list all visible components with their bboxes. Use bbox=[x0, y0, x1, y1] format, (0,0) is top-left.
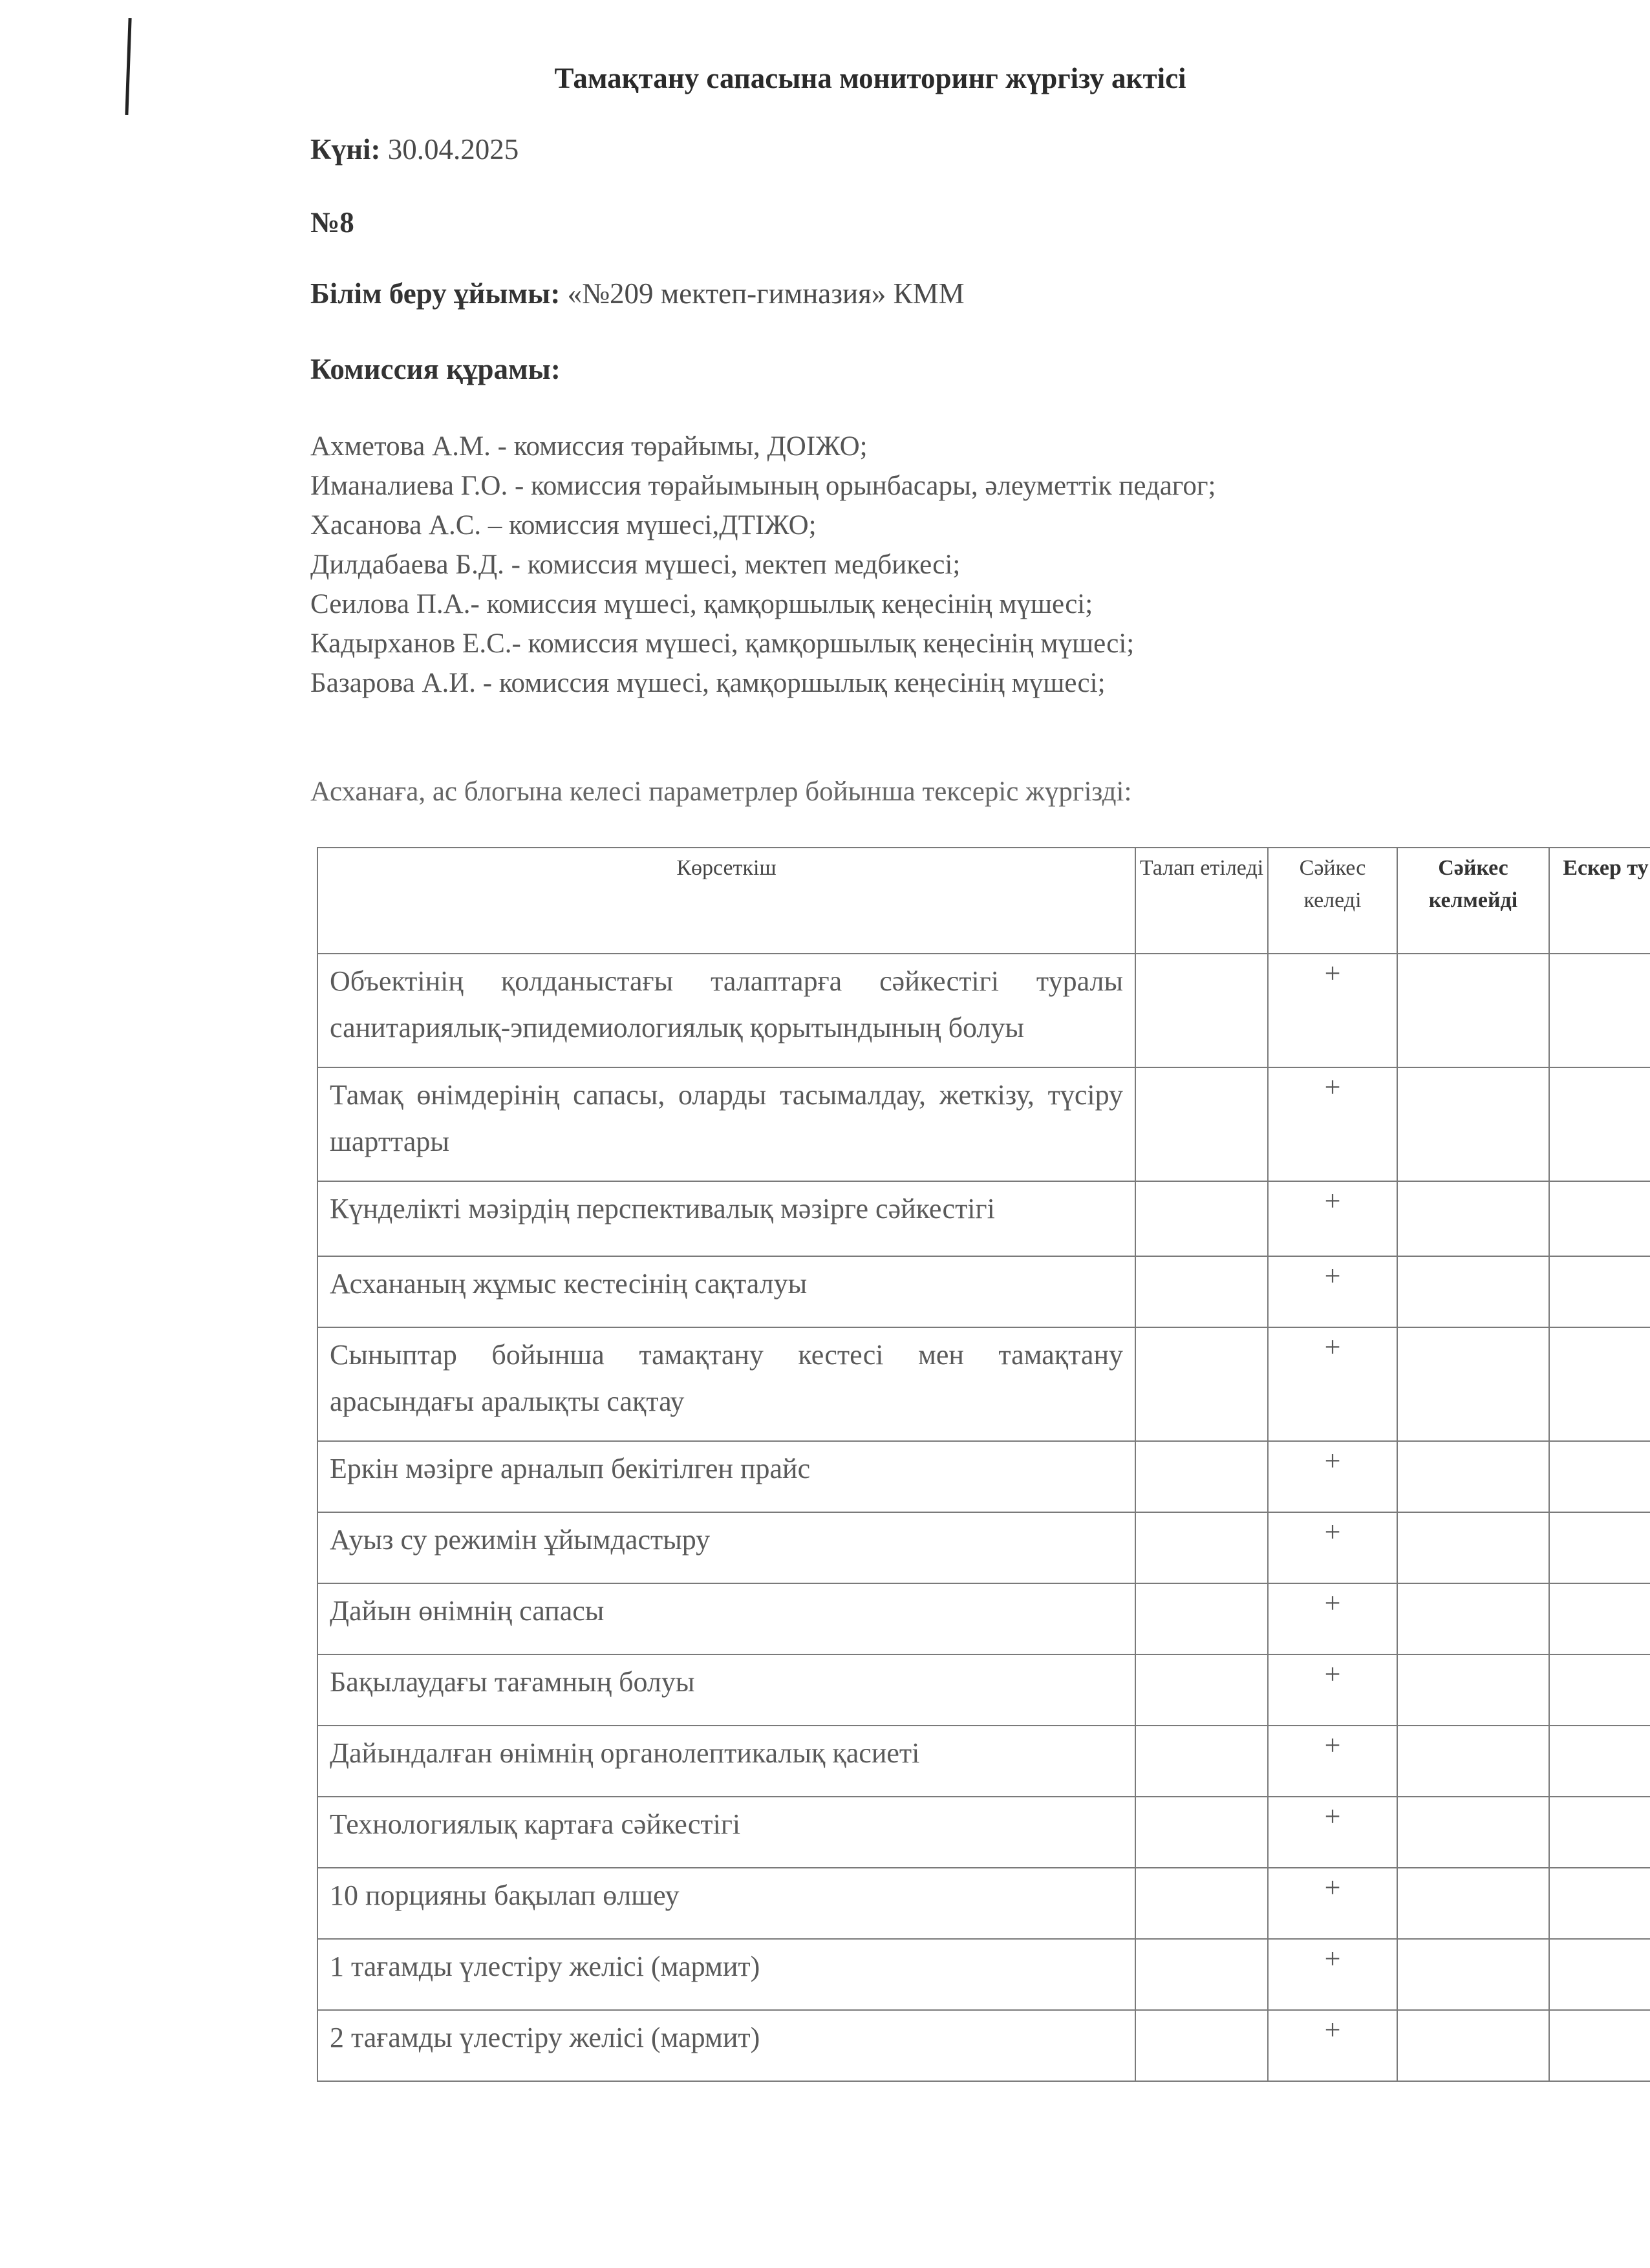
note-cell bbox=[1549, 1939, 1650, 2010]
compliant-cell: + bbox=[1268, 1067, 1397, 1181]
required-cell bbox=[1135, 954, 1268, 1067]
indicator-cell: Еркін мәзірге арналып бекітілген прайс bbox=[317, 1441, 1135, 1512]
note-cell bbox=[1549, 2010, 1650, 2081]
note-cell bbox=[1549, 1512, 1650, 1583]
note-cell bbox=[1549, 1067, 1650, 1181]
indicator-cell: 2 тағамды үлестіру желісі (мармит) bbox=[317, 2010, 1135, 2081]
required-cell bbox=[1135, 1327, 1268, 1441]
required-cell bbox=[1135, 1868, 1268, 1939]
member-line: Дилдабаева Б.Д. - комиссия мүшесі, мектеп медбикесі; bbox=[310, 550, 961, 580]
noncompliant-cell bbox=[1397, 1181, 1549, 1256]
table-row bbox=[317, 1583, 1650, 1654]
compliant-cell: + bbox=[1268, 1726, 1397, 1797]
header-required: Талап етіледі bbox=[1135, 848, 1268, 954]
intro-text: Асханаға, ас блогына келесі параметрлер бойынша тексеріс жүргізді: bbox=[310, 776, 1132, 807]
header-indicator: Көрсеткіш bbox=[317, 848, 1135, 954]
table-row bbox=[317, 1067, 1650, 1181]
note-cell bbox=[1549, 1868, 1650, 1939]
indicator-cell: Дайын өнімнің сапасы bbox=[317, 1583, 1135, 1654]
compliant-cell: + bbox=[1268, 1797, 1397, 1868]
noncompliant-cell bbox=[1397, 1726, 1549, 1797]
indicator-cell: 1 тағамды үлестіру желісі (мармит) bbox=[317, 1939, 1135, 2010]
noncompliant-cell bbox=[1397, 1939, 1549, 2010]
indicator-cell: Ауыз су режимін ұйымдастыру bbox=[317, 1512, 1135, 1583]
compliant-cell: + bbox=[1268, 1939, 1397, 2010]
members-list bbox=[310, 427, 1216, 703]
noncompliant-cell bbox=[1397, 1256, 1549, 1327]
table-row bbox=[317, 1441, 1650, 1512]
member-line: Кадырханов Е.С.- комиссия мүшесі, қамқоршылық кеңесінің мүшесі; bbox=[310, 628, 1135, 659]
note-cell bbox=[1549, 1654, 1650, 1726]
org-label: Білім беру ұйымы: bbox=[310, 277, 561, 310]
indicator-cell: Асхананың жұмыс кестесінің сақталуы bbox=[317, 1256, 1135, 1327]
required-cell bbox=[1135, 1939, 1268, 2010]
table-row bbox=[317, 1512, 1650, 1583]
member-line: Хасанова А.С. – комиссия мүшесі,ДТІЖО; bbox=[310, 510, 817, 540]
table-row bbox=[317, 2010, 1650, 2081]
commission-heading: Комиссия құрамы: bbox=[310, 353, 561, 385]
member-line: Иманалиева Г.О. - комиссия төрайымының орынбасары, әлеуметтік педагог; bbox=[310, 471, 1216, 501]
table-row bbox=[317, 1797, 1650, 1868]
table-row bbox=[317, 1939, 1650, 2010]
compliant-cell: + bbox=[1268, 1583, 1397, 1654]
org-line bbox=[310, 277, 965, 310]
compliant-cell: + bbox=[1268, 2010, 1397, 2081]
note-cell bbox=[1549, 1726, 1650, 1797]
indicator-cell: Объектінің қолданыстағы талаптарға сәйкестігі туралы санитариялық-эпидемиологиялық қорытындының болуы bbox=[317, 954, 1135, 1067]
table-row bbox=[317, 1654, 1650, 1726]
table-row bbox=[317, 1327, 1650, 1441]
table-header-row bbox=[317, 848, 1650, 954]
header-note: Ескер ту bbox=[1549, 848, 1650, 954]
required-cell bbox=[1135, 1583, 1268, 1654]
date-value: 30.04.2025 bbox=[387, 133, 519, 166]
note-cell bbox=[1549, 954, 1650, 1067]
compliant-cell: + bbox=[1268, 1441, 1397, 1512]
required-cell bbox=[1135, 1067, 1268, 1181]
indicator-cell: Бақылаудағы тағамның болуы bbox=[317, 1654, 1135, 1726]
note-cell bbox=[1549, 1441, 1650, 1512]
required-cell bbox=[1135, 1256, 1268, 1327]
compliant-cell: + bbox=[1268, 1327, 1397, 1441]
note-cell bbox=[1549, 1797, 1650, 1868]
act-number: №8 bbox=[310, 206, 354, 239]
monitoring-table bbox=[317, 847, 1650, 2082]
table-row bbox=[317, 1726, 1650, 1797]
noncompliant-cell bbox=[1397, 1583, 1549, 1654]
indicator-cell: Сыныптар бойынша тамақтану кестесі мен тамақтану арасындағы аралықты сақтау bbox=[317, 1327, 1135, 1441]
indicator-cell: 10 порцияны бақылап өлшеу bbox=[317, 1868, 1135, 1939]
noncompliant-cell bbox=[1397, 1654, 1549, 1726]
required-cell bbox=[1135, 2010, 1268, 2081]
note-cell bbox=[1549, 1181, 1650, 1256]
date-line bbox=[310, 133, 519, 166]
table-row bbox=[317, 954, 1650, 1067]
date-label: Күні: bbox=[310, 133, 381, 166]
required-cell bbox=[1135, 1512, 1268, 1583]
compliant-cell: + bbox=[1268, 1654, 1397, 1726]
noncompliant-cell bbox=[1397, 1512, 1549, 1583]
compliant-cell: + bbox=[1268, 1868, 1397, 1939]
table-row bbox=[317, 1181, 1650, 1256]
required-cell bbox=[1135, 1797, 1268, 1868]
required-cell bbox=[1135, 1726, 1268, 1797]
indicator-cell: Күнделікті мәзірдің перспективалық мәзірге сәйкестігі bbox=[317, 1181, 1135, 1256]
noncompliant-cell bbox=[1397, 1797, 1549, 1868]
table-row bbox=[317, 1256, 1650, 1327]
compliant-cell: + bbox=[1268, 1512, 1397, 1583]
noncompliant-cell bbox=[1397, 954, 1549, 1067]
noncompliant-cell bbox=[1397, 1067, 1549, 1181]
note-cell bbox=[1549, 1583, 1650, 1654]
noncompliant-cell bbox=[1397, 1868, 1549, 1939]
noncompliant-cell bbox=[1397, 2010, 1549, 2081]
member-line: Базарова А.И. - комиссия мүшесі, қамқоршылық кеңесінің мүшесі; bbox=[310, 668, 1106, 698]
noncompliant-cell bbox=[1397, 1441, 1549, 1512]
compliant-cell: + bbox=[1268, 1256, 1397, 1327]
header-noncompliant: Сәйкес келмейді bbox=[1397, 848, 1549, 954]
document-title: Тамақтану сапасына мониторинг жүргізу актісі bbox=[554, 62, 1186, 94]
member-line: Ахметова А.М. - комиссия төрайымы, ДОІЖО; bbox=[310, 431, 868, 462]
indicator-cell: Дайындалған өнімнің органолептикалық қасиеті bbox=[317, 1726, 1135, 1797]
table-row bbox=[317, 1868, 1650, 1939]
compliant-cell: + bbox=[1268, 954, 1397, 1067]
org-value: «№209 мектеп-гимназия» КММ bbox=[567, 277, 965, 310]
indicator-cell: Технологиялық картаға сәйкестігі bbox=[317, 1797, 1135, 1868]
note-cell bbox=[1549, 1327, 1650, 1441]
indicator-cell: Тамақ өнімдерінің сапасы, оларды тасымалдау, жеткізу, түсіру шарттары bbox=[317, 1067, 1135, 1181]
required-cell bbox=[1135, 1181, 1268, 1256]
required-cell bbox=[1135, 1654, 1268, 1726]
header-compliant: Сәйкес келеді bbox=[1268, 848, 1397, 954]
required-cell bbox=[1135, 1441, 1268, 1512]
compliant-cell: + bbox=[1268, 1181, 1397, 1256]
member-line: Сеилова П.А.- комиссия мүшесі, қамқоршылық кеңесінің мүшесі; bbox=[310, 589, 1093, 619]
note-cell bbox=[1549, 1256, 1650, 1327]
noncompliant-cell bbox=[1397, 1327, 1549, 1441]
